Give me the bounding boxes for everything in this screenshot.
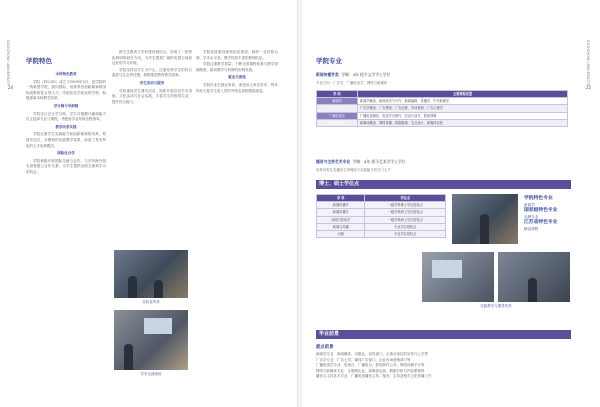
- classroom-photo-caption: 实践教学与课堂风采: [480, 304, 512, 308]
- major1-desc: 专业方向：广告学、广播电视学、网络与新媒体: [316, 81, 388, 85]
- side-note: 江苏省特色专业: [524, 220, 558, 225]
- paragraph: 学院（PCCGS）成立于2009年3月，是学院的一所新型学院，面向国际，培养具有创新精神和国际视野的复合型人才。学院依托学校优势学科，积极探索本科教学改革。: [26, 79, 106, 101]
- degree-table: [316, 194, 446, 238]
- table-row: [317, 105, 568, 112]
- table-row: [317, 112, 568, 119]
- major1-name: 新闻传播学类: [316, 72, 339, 77]
- left-column-1: [26, 70, 106, 400]
- table-cell: 广播电视学: [317, 112, 358, 119]
- table-cell: 新闻学: [317, 98, 358, 105]
- left-runner: SOOCHOW UNIVERSITY: [6, 40, 10, 86]
- table-cell: 一级学科硕士学位授权点: [365, 209, 446, 216]
- grad-degree-bar: 博士、硕士学位点: [316, 180, 571, 189]
- career-line: 网络与新媒体专业：互联网企业、新媒体运营、数据分析与内容策划等: [316, 368, 425, 373]
- left-column-2: [112, 50, 192, 170]
- major2-degree: 学制：4年 授予艺术学学士学位: [352, 159, 406, 164]
- course-table-header-1: 学 科: [317, 91, 358, 98]
- course-table: [316, 90, 568, 127]
- side-notes-title: 学院特色专业: [524, 196, 553, 201]
- course-table-header-2: 主要课程设置: [358, 91, 568, 98]
- career-line: 新闻学专业：新闻媒体、出版社、宣传部门、企事业单位的宣传与公关等: [316, 352, 428, 356]
- paragraph: 研究生教育与学科建设相结合，形成了一批特色鲜明的研究方向，为学生提供广阔的发展空间和良好的学习环境。: [112, 50, 192, 66]
- side-note: 精品课程: [524, 227, 539, 231]
- table-row: [317, 98, 568, 105]
- lab-photo-caption: 实验室风采: [142, 300, 160, 304]
- table-cell: 新闻与传播: [317, 223, 365, 230]
- left-page-title: 学院特色: [26, 57, 52, 65]
- table-row: [317, 119, 568, 126]
- degree-table-header-2: 学位点: [365, 195, 446, 202]
- table-cell: 新闻学概论、新闻采访与写作、新闻编辑、传播学、中外新闻史: [358, 98, 568, 105]
- right-page: [302, 0, 600, 407]
- classroom-photo-1: [422, 252, 494, 302]
- paragraph: 学院积极开展国际交流与合作，与多所海外知名高校建立合作关系，为学生提供出国交流和学习的机会。: [26, 158, 106, 174]
- table-cell: 广告学: [317, 105, 358, 112]
- major1-degree: 学制：4年 授予文学学士学位: [341, 72, 391, 77]
- section-heading: 本科特色教育: [55, 72, 77, 76]
- paragraph: 学院毕业生就业率高，深受用人单位好评，每年均有大批学生进入国内外知名高校继续深造。: [196, 82, 278, 93]
- seminar-photo: [114, 310, 188, 370]
- career-line: 广告学专业：广告公司、媒体广告部门、企业市场营销部门等: [316, 357, 411, 362]
- career-subheading: 就业前景: [316, 345, 334, 350]
- left-page: [0, 0, 298, 407]
- table-row: [317, 202, 446, 209]
- seminar-photo-caption: 学术交流现场: [140, 372, 162, 376]
- table-cell: 戏剧与影视学: [317, 216, 365, 223]
- table-row: [317, 209, 446, 216]
- table-cell: 专业学位授权点: [365, 223, 446, 230]
- section-heading: 学分制与导师制: [53, 103, 79, 108]
- paragraph: 学院坚持以学生为中心，注重培养学生的综合素质与社会责任感，积极推进教育教学改革。: [112, 67, 192, 78]
- side-note: 国家级特色专业: [524, 208, 558, 213]
- table-cell: 一级学科硕士学位授权点: [365, 216, 446, 223]
- major2-line: [316, 159, 406, 165]
- paragraph: 学院注重学生实践能力和创新精神的培养，构建多层次、多模块的实践教学体系，形成了具有特色的人才培养模式。: [26, 132, 106, 148]
- table-cell: 新闻传播学: [317, 209, 365, 216]
- career-line: 广播电视学专业：电视台、广播电台、影视制作公司、网络视频平台等: [316, 363, 425, 368]
- degree-table-header-1: 学 科: [317, 195, 365, 202]
- paragraph: 学院高度重视师资队伍建设，拥有一支结构合理、学术水平高、教学经验丰富的教师队伍。: [196, 50, 278, 60]
- career-line: 播音与主持艺术专业：广播电视播音主持、配音、主持及相关文化传播工作: [316, 374, 432, 379]
- paragraph: 学院注重教学质量，不断完善课程体系与教学管理制度，推动教学与科研的协调发展。: [196, 62, 278, 72]
- major2-desc: 培养具有扎实播音主持理论与实践能力的专门人才: [316, 168, 391, 172]
- section-heading: 就业与深造: [228, 75, 246, 80]
- table-row: [317, 231, 446, 238]
- lecture-photo: [452, 194, 518, 244]
- right-page-title: 学院专业: [316, 57, 342, 65]
- section-heading: 学生活动与服务: [139, 80, 165, 85]
- side-note: 品牌专业: [524, 215, 539, 219]
- classroom-photo-2: [498, 252, 570, 302]
- paragraph: 学院重视学生课外活动，组织开展各类学术讲座、文化活动与社会实践，丰富学生的校园生活，提升综合能力。: [112, 88, 192, 104]
- table-row: [317, 223, 446, 230]
- section-heading: 国际化办学: [57, 151, 75, 156]
- table-cell: 广播电视概论、电视节目制作、纪录片创作、影视剪辑: [358, 112, 568, 119]
- side-note: 新闻学: [524, 203, 535, 207]
- career-list: [316, 352, 576, 402]
- table-row: [317, 216, 446, 223]
- paragraph: 学院实行完全学分制，学生可根据兴趣和能力自主选择专业与课程，并配备学业导师全程指导。: [26, 111, 106, 122]
- table-cell: 广告学概论、广告策划、广告创意、市场营销、广告心理学: [358, 105, 568, 112]
- table-cell: 一级学科博士学位授权点: [365, 202, 446, 209]
- table-cell: 专业学位授权点: [365, 231, 446, 238]
- right-page-number: 25: [586, 85, 592, 90]
- major2-name: 播音与主持艺术专业: [316, 159, 351, 164]
- section-heading: 教学改革实践: [55, 124, 77, 129]
- table-cell: 新闻传播学: [317, 202, 365, 209]
- left-column-3: [196, 50, 278, 250]
- major1-line: [316, 72, 390, 78]
- table-cell: 出版: [317, 231, 365, 238]
- left-page-number: 24: [8, 85, 14, 90]
- career-bar: 毕业前景: [316, 330, 571, 339]
- right-runner: SOOCHOW UNIVERSITY: [586, 40, 590, 86]
- table-cell: 新媒体概论、网络传播、数据新闻、交互设计、新媒体运营: [358, 119, 568, 126]
- lab-photo: [114, 250, 188, 298]
- side-notes: [524, 196, 584, 232]
- table-cell: 网络与新媒体: [317, 119, 358, 126]
